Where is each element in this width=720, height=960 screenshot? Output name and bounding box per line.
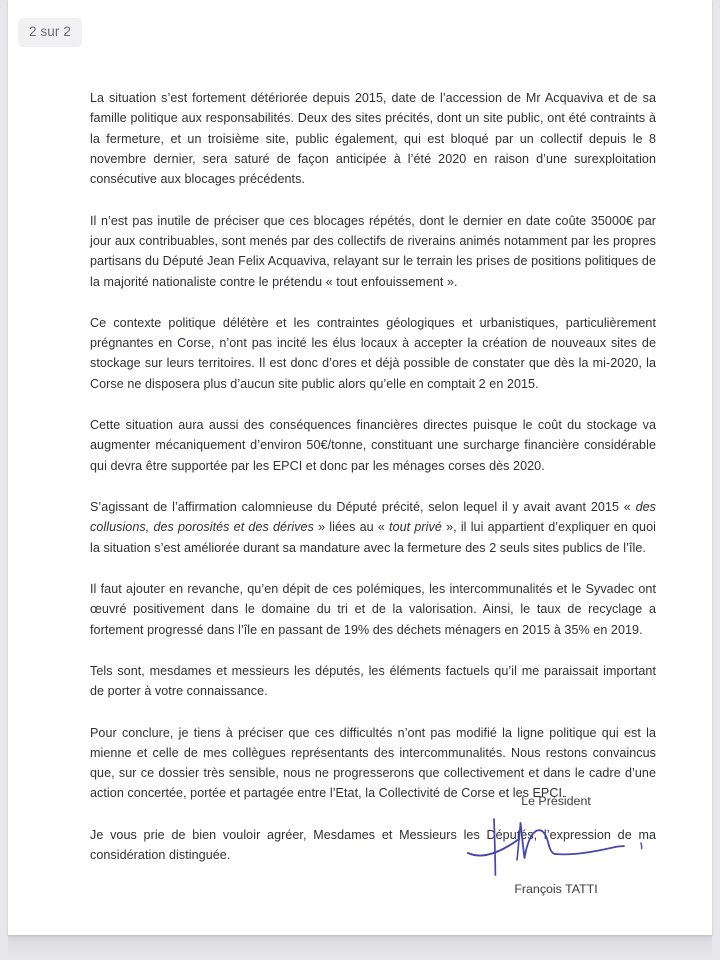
paragraph: Il n’est pas inutile de préciser que ces blocages répétés, dont le dernier en date coûte 35000€ par jour aux contribuables, sont menés par des collectifs de riverains animés notamment par les propres partisans du Député Jean Felix Acquaviva, relayant sur le terrain les prises de positions politiques de la majorité nationaliste contre le prétendu « tout enfouissement ». <box>90 213 656 289</box>
handwritten-signature-icon <box>406 813 706 881</box>
page-bottom-shadow <box>8 935 712 960</box>
signature-title: Le Président <box>521 794 591 808</box>
paragraph: Ce contexte politique délétère et les contraintes géologiques et urbanistiques, particulièrement prégnantes en Corse, n’ont pas incité les élus locaux à accepter la création de nouveaux sites de stockage sur leurs territoires. Il est donc d’ores et déjà possible de constater que dès la mi-2020, la Corse ne disposera plus d’aucun site public alors qu’elle en comptait 2 en 2015. <box>90 315 656 391</box>
paragraph: La situation s’est fortement détériorée depuis 2015, date de l’accession de Mr Acquaviva et de sa famille politique aux responsabilités. Deux des sites précités, dont un site public, ont été contraints à la fermeture, et un troisième site, public également, qui est bloqué par un collectif depuis le 8 novembre dernier, sera saturé de façon anticipée à l’été 2020 en raison d’une surexploitation consécutive aux blocages précédents. <box>90 91 656 187</box>
paragraph: Je vous prie de bien vouloir agréer, Mesdames et Messieurs les Députés, l’expression de ma considération distinguée. <box>90 827 656 863</box>
page-gutter-left <box>0 0 8 960</box>
page-gutter-right <box>712 0 720 960</box>
signature-block <box>406 793 706 897</box>
document-text-body <box>90 88 656 865</box>
paragraph: S’agissant de l’affirmation calomnieuse du Député précité, selon lequel il y avait avant 2015 « des collusions, des porosités et des dérives » liées au « tout privé », il lui appartient d’expliquer en quoi la situation s’est améliorée durant sa mandature avec la fermeture des 2 seuls sites publics de l’île. <box>90 500 656 555</box>
document-page <box>8 0 712 935</box>
paragraph: Il faut ajouter en revanche, qu’en dépit de ces polémiques, les intercommunalités et le Syvadec ont œuvré positivement dans le domaine du tri et de la valorisation. Ainsi, le taux de recyclage a fortement progressé dans l’île en passant de 19% des déchets ménagers en 2015 à 35% en 2019. <box>90 581 656 637</box>
signer-name: François TATTI <box>514 882 598 897</box>
page-indicator-badge[interactable]: 2 sur 2 <box>18 18 82 47</box>
paragraph: Cette situation aura aussi des conséquences financières directes puisque le coût du stockage va augmenter mécaniquement d’environ 50€/tonne, constituant une surcharge financière considérable qui devra être supportée par les EPCI et donc par les ménages corses dès 2020. <box>90 418 656 473</box>
paragraph: Pour conclure, je tiens à préciser que ces difficultés n’ont pas modifié la ligne politique qui est la mienne et celle de mes collègues représentants des intercommunalités. Nous restons convaincus que, sur ce dossier très sensible, nous ne progresserons que collectivement et dans le cadre d’une action concertée, portée et partagée entre l’Etat, la Collectivité de Corse et les EPCI. <box>90 725 656 801</box>
paragraph: Tels sont, mesdames et messieurs les députés, les éléments factuels qu’il me paraissait important de porter à votre connaissance. <box>90 663 656 699</box>
